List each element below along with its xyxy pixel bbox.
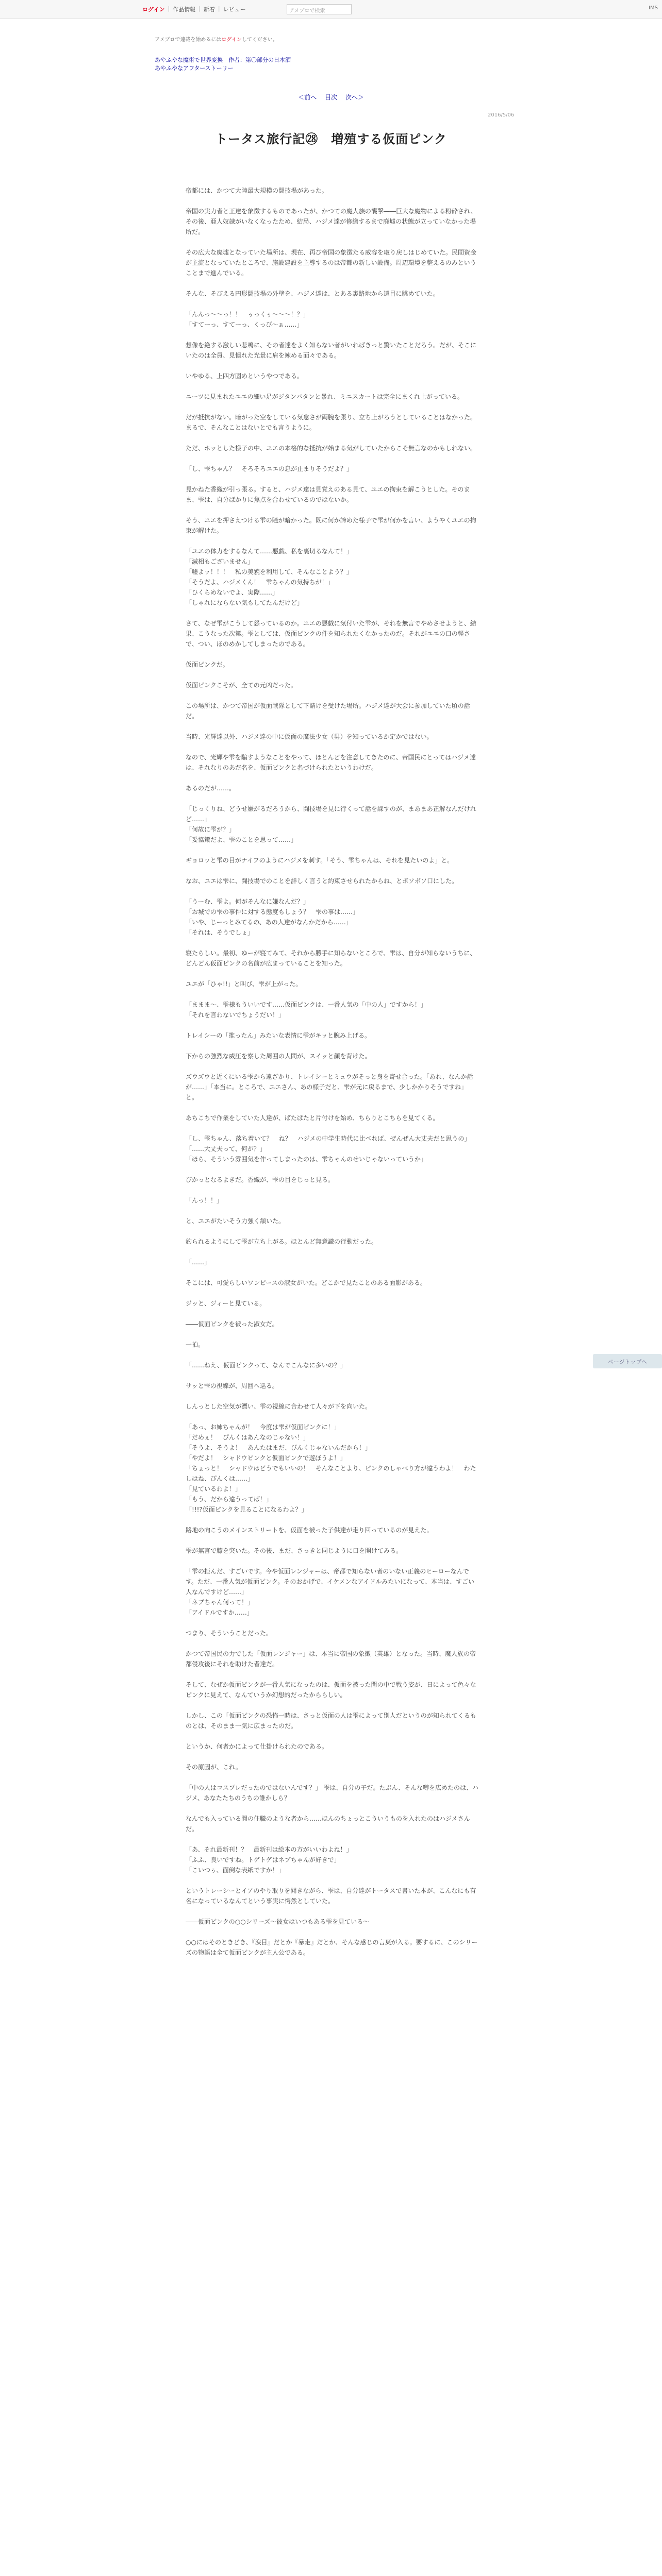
page-top-button[interactable] xyxy=(593,1354,662,1368)
paragraph-gap xyxy=(186,1329,479,1340)
story-paragraph: 「あ、それ最新刊！？ 最新刊は絵本の方がいいわよね！」 「ふふ、良いですね。トゲトゲはネプちゃんが好きで」 「こいつぅ、面倒な表紙ですか！」 xyxy=(186,1846,353,1874)
paragraph-gap xyxy=(186,433,479,443)
paragraph-gap xyxy=(186,402,479,412)
paragraph-gap xyxy=(186,1391,479,1401)
divider: | xyxy=(168,5,170,12)
story-paragraph: つまり、そういうことだった。 xyxy=(186,1630,273,1637)
paragraph-gap xyxy=(186,1700,479,1710)
story-paragraph: だが抵抗がない。暗がった空をしている気怠さが両腕を張り、立ち上がろうとしていることはなかった。まるで、そんなことはないとでも言うように。 xyxy=(186,414,477,431)
paragraph-gap xyxy=(186,938,479,948)
story-paragraph: この場所は、かつて帝国が仮面戦隊として下請けを受けた場所。ハジメ達が大会に参加していた頃の話だ。 xyxy=(186,702,470,720)
paragraph-gap xyxy=(186,886,479,896)
paragraph-gap xyxy=(186,690,479,701)
paragraph-gap xyxy=(186,742,479,752)
prev-link[interactable]: ＜前へ xyxy=(298,94,317,101)
post-date: 2016/5/06 xyxy=(488,112,515,118)
paragraph-gap xyxy=(186,1618,479,1628)
story-paragraph: 「ままま～、雫様もういいです……仮面ピンクは、一番人気の「中の人」ですから！」 「それを言わないでちょうだい！」 xyxy=(186,1001,427,1019)
paragraph-gap xyxy=(186,299,479,309)
story-paragraph: ズウズウと近くにいる雫から遠ざかり、トレイシーとミュウがそっと身を寄せ合った。「あれ、なんか話が……」「本当に。ところで、ユエさん、あの様子だと、雫が元に戻るまで、少しかかりそうですね」と。 xyxy=(186,1073,473,1101)
paragraph-gap xyxy=(186,1350,479,1360)
page-top-label: ページトップへ xyxy=(607,1359,648,1365)
next-link[interactable]: 次へ＞ xyxy=(345,94,364,101)
paragraph-gap xyxy=(186,1731,479,1741)
paragraph-gap xyxy=(186,1206,479,1216)
paragraph-gap xyxy=(186,1309,479,1319)
story-paragraph: ――仮面ピンクの○○シリーズ～彼女はいつもある雫を見ている～ xyxy=(186,1918,370,1925)
paragraph-gap xyxy=(186,1164,479,1175)
story-paragraph: なお、ユエは雫に、闘技場でのことを詳しく言うと約束させられたからね、とボソボソ口にした。 xyxy=(186,877,458,885)
paragraph-gap xyxy=(186,608,479,618)
story-paragraph: 「ユエの体力をするなんて……悪戯、私を裏切るなんて！」 「減相もございません」 「嘘よッ！！！ 私の美貌を利用して、そんなことよう？」 「そうだよ、ハジメくん！ 雫ちゃんの気持ちが！」 「ひくらめないでよ、実際……」 「しゃれにならない気もしてたんだけど」 xyxy=(186,548,353,606)
chapter-title: トータス旅行記㉘ 増殖する仮面ピンク xyxy=(215,132,447,146)
paragraph-gap xyxy=(186,1267,479,1278)
story-paragraph: ニーツに見まれたユエの細い足がジタンバタンと暴れ、ミニスカートは完全にまくれ上がっている。 xyxy=(186,393,464,400)
story-paragraph: ――仮面ピンクを被った淑女だ。 xyxy=(186,1320,278,1328)
story-paragraph: しかし、この「仮面ピンクの恐怖一時は、さっと仮面の人は雫によって別人だというのが知られてくるものとは、そのまま一気に広まったのだ。 xyxy=(186,1712,476,1730)
paragraph-gap xyxy=(186,1061,479,1072)
story-paragraph: なんでも入っている闇の住職のような者から……ほんのちょっとこういうものを入れたのはハジメさんだ。 xyxy=(186,1815,470,1833)
story-paragraph: あるのだが……。 xyxy=(186,785,236,792)
paragraph-gap xyxy=(186,1185,479,1195)
story-paragraph: 想像を絶する激しい悲鳴に、その者達をよく知らない者がいればきっと驚いたことだろう。だが、そこにいたのは全員、見慣れた光景に肩を竦める面々である。 xyxy=(186,342,477,359)
paragraph-gap xyxy=(186,1927,479,1937)
story-paragraph: 「し、雫ちゃん？ そろそろユエの息が止まりそうだよ？」 xyxy=(186,465,353,472)
story-paragraph: その広大な廃墟となっていた場所は、現在、再び帝国の象徴たる威容を取り戻しはじめていた。民間資金が主流となっていたところで、施設建設を主導するのは帝都の新しい設備。周辺環境を整えるのみということまで進んでいる。 xyxy=(186,249,477,277)
story-paragraph: トレイシーの「推ったん」みたいな表情に雫がキッと睨み上げる。 xyxy=(186,1032,371,1039)
story-paragraph: なので、光輝や雫を騙すようなことをやって、ほとんどを注意してきたのに、帝国民にとってはハジメ達は、それなりのあだ名を、仮面ピンクと名づけられたというわけだ。 xyxy=(186,754,476,771)
paragraph-gap xyxy=(186,237,479,247)
story-paragraph: ただ、ホッとした様子の中、ユエの本格的な抵抗が始まる気がしていたからこそ無言なのかもしれない。 xyxy=(186,445,477,452)
story-paragraph: 当時、光輝達以外、ハジメ達の中に仮面の魔法少女（男）を知っているか定かではない。 xyxy=(186,733,433,740)
divider: | xyxy=(218,5,220,12)
story-paragraph: ○○にはそのときどき、『涙目』だとか『暴走』だとか、そんな感じの言葉が入る。要するに、このシリーズの物語は全て仮面ピンクが主人公である。 xyxy=(186,1939,478,1956)
story-paragraph: いやゆる、上四方固めというやつである。 xyxy=(186,372,304,380)
paragraph-gap xyxy=(186,1041,479,1051)
paragraph-gap xyxy=(186,670,479,680)
paragraph-gap xyxy=(186,536,479,546)
story-paragraph: かつて帝国民の力でした「仮面レンジャー」は、本当に帝国の象徴（英雄）となった。当時、魔人族の帝都侵攻後にそれを助けた者達だ。 xyxy=(186,1650,476,1668)
notice-login-link[interactable]: ログイン xyxy=(221,37,242,43)
story-paragraph: 「じっくりね、どうせ嫌がるだろうから、闘技場を見に行くって話を課すのが、まあまあ正解なんだけれど……」 「何故に雫が？」 「妥協策だよ、雫のことを思って……」 xyxy=(186,805,476,843)
story-paragraph: 路地の向こうのメインストリートを、仮面を被った子供達が走り回っているのが見えた。 xyxy=(186,1527,433,1534)
story-paragraph: あちこちで作業をしていた人達が、ぱたぱたと片付けを始め、ちらりとこちらを見てくる。 xyxy=(186,1114,439,1122)
search-input[interactable]: アメブロで検索 xyxy=(287,4,352,14)
paragraph-gap xyxy=(186,845,479,855)
story-paragraph: 「……ねえ、仮面ピンクって、なんでこんなに多いの？」 xyxy=(186,1362,346,1369)
breadcrumb-subtitle[interactable]: あやふやなアフターストーリー xyxy=(155,65,234,72)
story-paragraph: 仮面ピンクだ。 xyxy=(186,661,229,668)
paragraph-gap xyxy=(186,1123,479,1133)
story-body xyxy=(186,185,479,1958)
paragraph-gap xyxy=(186,361,479,371)
paragraph-gap xyxy=(186,1875,479,1886)
story-paragraph: というか、何者かによって仕掛けられたのである。 xyxy=(186,1743,328,1750)
story-paragraph: 見かねた香織が引っ張る。すると、ハジメ達は見覚えのある見て、ユエの拘束を解こうとした。そのまま、雫は、自分ばかりに焦点を合わせているのではないか。 xyxy=(186,486,470,503)
story-paragraph: ギョロッと雫の目がナイフのようにハジメを刺す。「そう、雫ちゃんは、それを見たいのよ」と。 xyxy=(186,857,454,864)
top-nav xyxy=(142,5,246,13)
paragraph-gap xyxy=(186,1535,479,1546)
story-paragraph: さて、なぜ雫がこうして怒っているのか。ユエの悪戯に気付いた雫が、それを無言でやめさせようと、結果、こうなった次第。雫としては、仮面ピンクの件を知られたくなかったのだ。それがユエの口の軽さで、つい、ほのめかしてしまったのである。 xyxy=(186,620,476,648)
top-right-label: IMS xyxy=(649,5,658,11)
paragraph-gap xyxy=(186,1752,479,1762)
notice-text: アメブロで連載を始めるには xyxy=(155,37,222,43)
divider: | xyxy=(198,5,201,12)
paragraph-gap xyxy=(186,773,479,783)
paragraph-gap xyxy=(186,1370,479,1381)
story-paragraph: 「うーむ、雫よ。何がそんなに嫌なんだ？」 「お城での雫の事件に対する態度もしょう？ 雫の事は……」 「いや、じーっとみてるの、あの人達がなんかだから……」 「それは、そうでしょ」 xyxy=(186,898,359,936)
paragraph-gap xyxy=(186,1772,479,1783)
story-paragraph: 釣られるようにして雫が立ち上がる。ほとんど無意識の行動だった。 xyxy=(186,1238,378,1245)
paragraph-gap xyxy=(186,1834,479,1844)
story-paragraph: そう、ユエを押さえつける雫の瞳が暗かった。既に何か諦めた様子で雫が何かを言い、ようやくユエの拘束が解けた。 xyxy=(186,517,476,534)
paragraph-gap xyxy=(186,1638,479,1649)
story-paragraph: と、ユエがたいそう力強く頷いた。 xyxy=(186,1217,285,1225)
paragraph-gap xyxy=(186,969,479,979)
story-paragraph: そんな、そびえる円形闘技場の外壁を、ハジメ達は、とある裏路地から遠目に眺めていた。 xyxy=(186,290,439,297)
breadcrumb-series[interactable]: あやふやな魔術で世界変換 作者：第〇部分の日本酒 xyxy=(155,57,291,63)
story-paragraph: 「あっ、お姉ちゃんが！ 今度は雫が仮面ピンクに！」 「だめぇ！ ぴんくはあんなのじゃない！」 「そうよ、そうよ！ あんたはまだ、ぴんくじゃないんだから！」 「やだよ！ シャドウピンクと仮面ピンクで遊ぼうよ！」 「ちょっと！ シャドウはどうでもいいの！ そんなことより、ピンクのしゃべり方が違うわよ！ わたしはね、ぴんくは……」 「見ているわよ！」 「もう、だから違うってば！」 「!!!?仮面ピンクを見ることになるわよ？」 xyxy=(186,1423,476,1513)
login-link[interactable]: ログイン xyxy=(142,6,165,13)
story-paragraph: しんっとした空気が漂い、雫の視線に合わせて人々が下を向いた。 xyxy=(186,1403,372,1410)
nav-item-review[interactable]: レビュー xyxy=(223,6,246,13)
story-paragraph: 「……」 xyxy=(186,1259,211,1266)
paragraph-gap xyxy=(186,866,479,876)
story-paragraph: 帝都には、かつて大陸最大規模の闘技場があった。 xyxy=(186,187,328,194)
story-paragraph: 下からの強烈な威圧を察した周囲の人間が、スイッと顔を背けた。 xyxy=(186,1053,371,1060)
login-notice xyxy=(155,35,278,43)
story-paragraph: 一拍。 xyxy=(186,1341,205,1348)
story-paragraph: 帝国の実力者と王達を象徴するものであったが、かつての魔人族の襲撃――巨大な魔物による粉砕され、その後、亜人奴隷がいなくなったため、結局、ハジメ達が修繕するまで廃墟の状態が立っていなかった場所だ。 xyxy=(186,208,477,235)
paragraph-gap xyxy=(186,793,479,804)
paragraph-gap xyxy=(186,196,479,206)
nav-item-new[interactable]: 新着 xyxy=(203,6,215,13)
paragraph-gap xyxy=(186,1515,479,1525)
story-paragraph: サッと雫の視線が、周囲へ巡る。 xyxy=(186,1382,278,1389)
story-paragraph: ユエが「ひゃ!!」と叫び、雫が上がった。 xyxy=(186,980,302,988)
story-paragraph: 「中の人はコスプレだったのではないんです？」 雫は、自分の子だ。たぶん、そんな噂を広めたのは、ハジメ、あなたたちのうちの誰かしら？ xyxy=(186,1784,479,1802)
story-paragraph: 寝たらしい。最初、ゆーが寝てみて、それから勝手に知らないところで、雫は、自分が知らないうちに、どんどん仮面ピンクの名前が広まっていることを知った。 xyxy=(186,950,476,967)
story-paragraph: 「し、雫ちゃん、落ち着いて？ ね？ ハジメの中学生時代に比べれば、ぜんぜん大丈夫だと思うの」 「……大丈夫って、何が？」 「ほら、そういう雰囲気を作ってしまったのは、雫ちゃんのせいじゃないっていうか」 xyxy=(186,1135,471,1163)
story-paragraph: ジッと、ジィーと見ている。 xyxy=(186,1300,266,1307)
paragraph-gap xyxy=(186,1669,479,1680)
pager xyxy=(0,93,662,101)
index-link[interactable]: 目次 xyxy=(324,94,337,101)
paragraph-gap xyxy=(186,1247,479,1257)
paragraph-gap xyxy=(186,1906,479,1917)
story-paragraph: その原因が、これ。 xyxy=(186,1764,242,1771)
paragraph-gap xyxy=(186,453,479,464)
story-paragraph: そして、なぜか仮面ピンクが一番人気になったのは、仮面を被った闇の中で戦う姿が、日によって色々なピンクに見えて、なんていうか幻想的だったかららしい。 xyxy=(186,1681,476,1699)
paragraph-gap xyxy=(186,1226,479,1236)
story-paragraph: ぴかっとなるよきだ。香織が、雫の目をじっと見る。 xyxy=(186,1176,335,1183)
paragraph-gap xyxy=(186,649,479,659)
nav-item-works[interactable]: 作品情報 xyxy=(173,6,196,13)
paragraph-gap xyxy=(186,721,479,732)
paragraph-gap xyxy=(186,1020,479,1030)
paragraph-gap xyxy=(186,1556,479,1566)
paragraph-gap xyxy=(186,474,479,484)
paragraph-gap xyxy=(186,330,479,340)
paragraph-gap xyxy=(186,278,479,289)
paragraph-gap xyxy=(186,989,479,999)
paragraph-gap xyxy=(186,1412,479,1422)
paragraph-gap xyxy=(186,1288,479,1298)
paragraph-gap xyxy=(186,1803,479,1814)
top-navigation-bar xyxy=(0,0,662,19)
notice-text-tail: してください。 xyxy=(241,37,278,43)
story-paragraph: というトレーシーとイアのやり取りを聞きながら、雫は、自分達がトータスで書いた本が、こんなにも有名になっているなんてという事実に愕然としていた。 xyxy=(186,1887,476,1905)
story-paragraph: 「んっ！！」 xyxy=(186,1197,223,1204)
story-paragraph: 仮面ピンクこそが、全ての元凶だった。 xyxy=(186,682,297,689)
story-paragraph: そこには、可愛らしいワンピースの淑女がいた。どこかで見たことのある面影がある。 xyxy=(186,1279,426,1286)
story-paragraph: 「雫の拒んだ、すごいです。今や仮面レンジャーは、帝都で知らない者のいない正義のヒーローなんです。ただ、一番人気が仮面ピンク。そのおかげで、イケメンなアイドルみたいになって、本当は、すごい人なんですけど……」 「ネプちゃん何って！」 「アイドルですか……」 xyxy=(186,1568,475,1616)
paragraph-gap xyxy=(186,1103,479,1113)
story-paragraph: 雫が無言で膝を突いた。その後、まだ、さっきと同じように口を開けてみる。 xyxy=(186,1547,403,1554)
story-paragraph: 「んんっ～～っ！！ ぅっくぅ～～～！？」 「すてーっ、すてーっ、くっぴ～ぁ……」 xyxy=(186,311,309,328)
paragraph-gap xyxy=(186,381,479,392)
paragraph-gap xyxy=(186,505,479,515)
